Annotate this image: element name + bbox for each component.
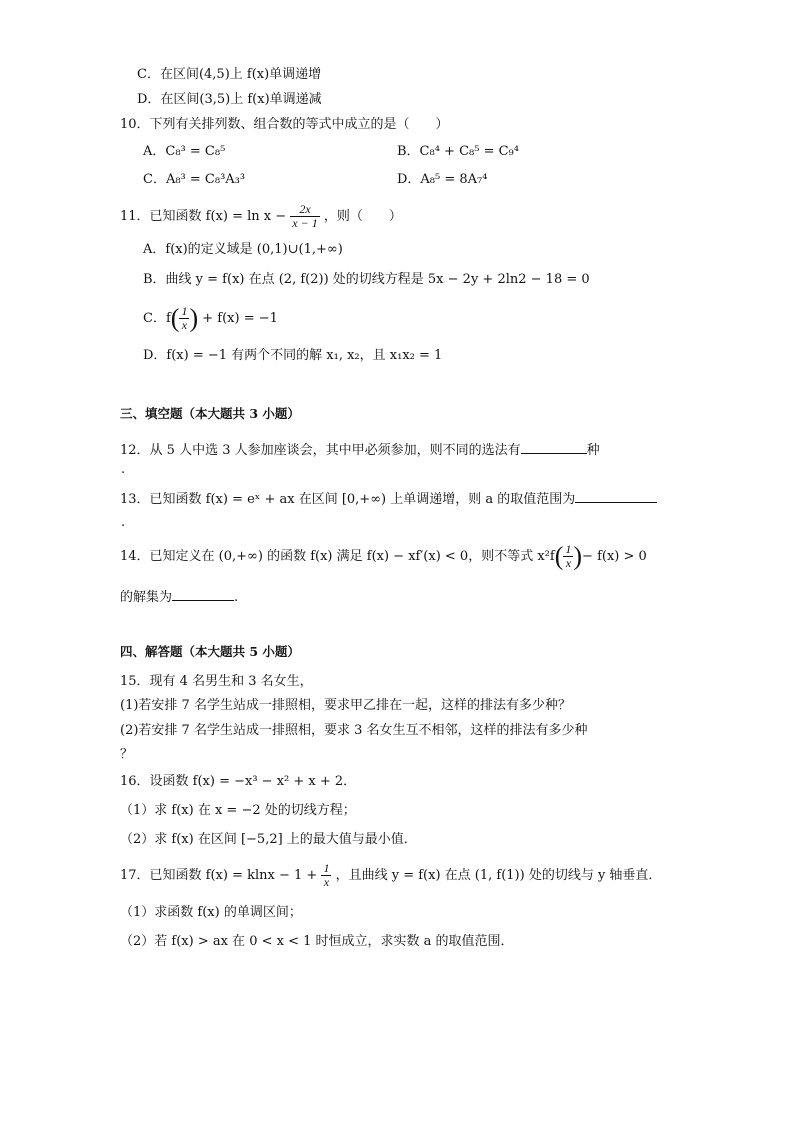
q17-den: x (323, 875, 330, 889)
section4-title: 四、解答题（本大题共 5 小题） (120, 644, 300, 659)
q10-option-b: B．C₈⁴ + C₈⁵ = C₉⁴ (397, 144, 519, 159)
q13-text: 13．已知函数 f(x) = eˣ + ax 在区间 [0,+∞) 上单调递增，则 a 的取值范围为 (120, 492, 576, 507)
q9-option-c: C．在区间(4,5)上 f(x)单调递增 (137, 67, 322, 82)
q17-part2: （2）若 f(x) > ax 在 0 < x < 1 时恒成立，求实数 a 的取值范围． (120, 934, 514, 949)
q14-line2 (120, 586, 238, 607)
q14-end: . (234, 590, 239, 605)
q11-c-prefix: C．f (143, 311, 171, 326)
q16: 16．设函数 f(x) = −x³ − x² + x + 2． (120, 774, 357, 789)
q11-frac-den: x − 1 (292, 216, 318, 230)
q14: 14．已知定义在 (0,+∞) 的函数 f(x) 满足 f(x) − xf′(x) < 0，则不等式 x²f( $\frac{1}{x}$ )− f(x) > 0 (120, 541, 647, 571)
q12-end: 种 (586, 443, 600, 458)
q11-option-c: C．f( $\frac{1}{x}$ ) + f(x) = −1 (143, 303, 278, 333)
section3-title: 三、填空题（本大题共 3 小题） (120, 406, 300, 421)
q16-part1: （1）求 f(x) 在 x = −2 处的切线方程； (120, 803, 356, 818)
q17 (120, 862, 661, 890)
q10-option-c: C．A₈³ = C₈³A₃³ (143, 172, 246, 187)
q13 (120, 488, 657, 509)
q17-part1: （1）求函数 f(x) 的单调区间； (120, 905, 302, 920)
q17-fraction (321, 862, 331, 889)
q11-c-fraction (179, 305, 189, 332)
q11-c-num: 1 (181, 304, 188, 318)
q11-stem-suffix: ，则（ ） (323, 209, 402, 224)
q11-option-a: A．f(x)的定义域是 (0,1)∪(1,+∞) (143, 242, 343, 257)
q17-num: 1 (323, 861, 330, 875)
q15-part2-cont: ？ (120, 747, 134, 762)
q12 (120, 439, 600, 460)
q11-option-b: B．曲线 y = f(x) 在点 (2, f(2)) 处的切线方程是 5x − 2y + 2ln2 − 18 = 0 (143, 272, 590, 287)
q12-answer-blank[interactable] (521, 439, 587, 454)
q14-suffix: − f(x) > 0 (582, 549, 647, 564)
q11-c-den: x (181, 318, 188, 332)
q10-stem: 10．下列有关排列数、组合数的等式中成立的是（ ） (120, 117, 449, 132)
q17-prefix: 17．已知函数 f(x) = klnx − 1 + (120, 868, 318, 883)
q14-fraction (563, 543, 573, 570)
q10-option-a: A．C₈³ = C₈⁵ (143, 144, 226, 159)
q11-frac-num: 2x (290, 203, 319, 217)
q11-stem-prefix: 11．已知函数 f(x) = ln x − (120, 209, 287, 224)
q15-part2: (2)若安排 7 名学生站成一排照相，要求 3 名女生互不相邻，这样的排法有多少种 (120, 723, 588, 738)
q13-answer-blank[interactable] (575, 488, 657, 503)
q14-answer-blank[interactable] (172, 586, 234, 601)
q13-trailing-dot: . (121, 515, 126, 530)
q11-c-suffix: + f(x) = −1 (202, 311, 278, 326)
q16-part2: （2）求 f(x) 在区间 [−5,2] 上的最大值与最小值． (120, 832, 417, 847)
q14-num: 1 (565, 542, 572, 556)
q11-stem (120, 203, 402, 231)
q14-prefix: 14．已知定义在 (0,+∞) 的函数 f(x) 满足 f(x) − xf′(x) < 0，则不等式 x²f (120, 549, 555, 564)
q12-trailing-dot: . (121, 462, 126, 477)
q14-den: x (565, 556, 572, 570)
q10-option-d: D．A₈⁵ = 8A₇⁴ (397, 172, 488, 187)
q11-fraction (290, 203, 319, 230)
q11-option-d: D．f(x) = −1 有两个不同的解 x₁, x₂，且 x₁x₂ = 1 (143, 348, 443, 363)
q9-option-d: D．在区间(3,5)上 f(x)单调递减 (137, 92, 322, 107)
q12-text: 12．从 5 人中选 3 人参加座谈会，其中甲必须参加，则不同的选法有 (120, 443, 521, 458)
q17-suffix: ，且曲线 y = f(x) 在点 (1, f(1)) 处的切线与 y 轴垂直． (335, 868, 662, 883)
q14-line2-text: 的解集为 (120, 590, 173, 605)
q15-part1: (1)若安排 7 名学生站成一排照相，要求甲乙排在一起，这样的排法有多少种？ (120, 698, 571, 713)
q15: 15．现有 4 名男生和 3 名女生， (120, 674, 313, 689)
